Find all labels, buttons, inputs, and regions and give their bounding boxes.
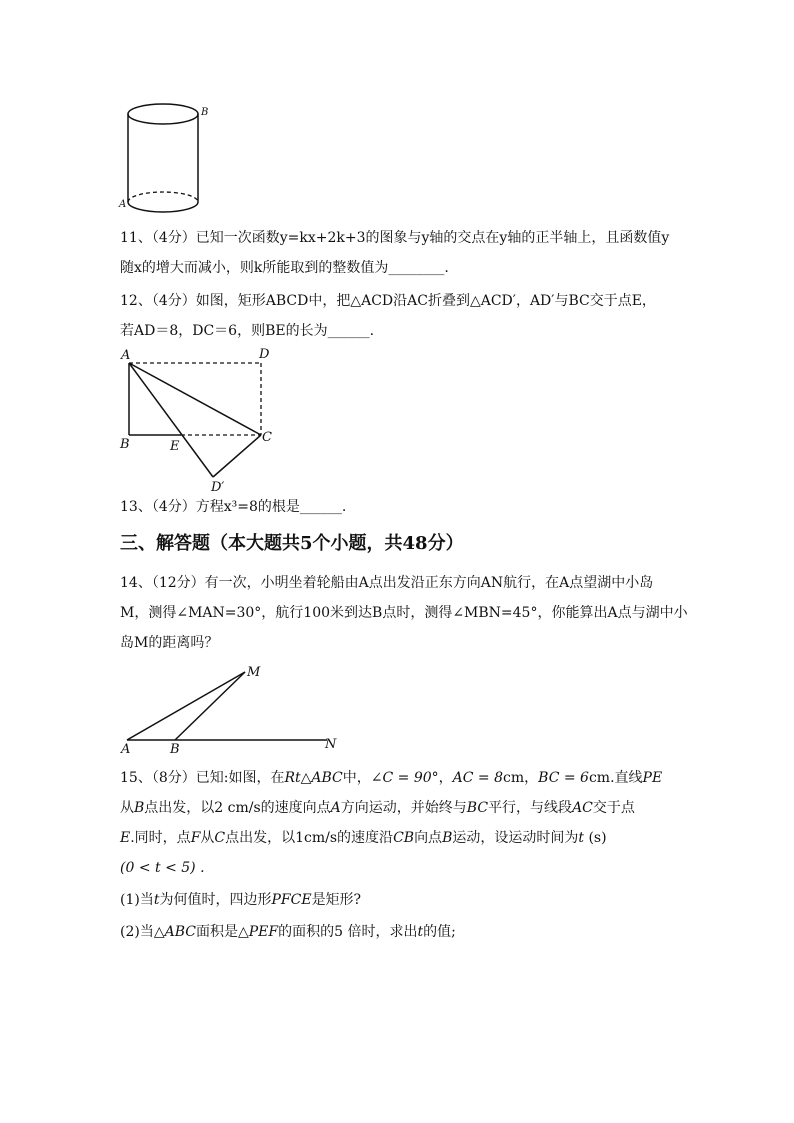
q13-line1: 13、（4分）方程x³=8的根是______. [120,499,347,515]
q15-text: ， [438,770,453,786]
q15-text: 向点 [414,830,443,846]
edge-ac [129,363,261,435]
label-a-ship: A [121,742,131,757]
q15-line1 [120,768,662,788]
q15-text: 从 [120,800,134,816]
q15-line4: (0 < t < 5) . [120,860,205,876]
q15-text: (1)当 [120,892,154,908]
q15-text: 点出发，以2 cm/s的速度向点 [144,800,331,816]
q15-text: (2)当△ [120,924,165,940]
q15-text: 15、（8分）已知:如图，在 [120,770,285,786]
q15-math: AC [572,800,593,816]
q15-math: F [190,830,201,846]
q15-text: 为何值时，四边形 [159,892,272,908]
q15-math: BC = 6 [538,770,589,786]
q15-text: 从 [200,830,215,846]
q12-line2: 若AD＝8，DC＝6，则BE的长为______. [120,323,375,339]
q15-text: (s) [584,830,607,846]
cylinder-bottom-back [128,192,198,202]
q15-text: 方向运动，并始终与 [340,800,467,816]
q15-text: cm.直线 [588,770,643,786]
q12-line1: 12、（4分）如图，矩形ABCD中，把△ACD沿AC折叠到△ACD′，AD′与BC交于点E， [120,293,656,309]
q15-math: t [153,892,160,908]
rectangle-fold-figure [115,345,285,495]
q15-sub1 [120,890,361,910]
q14-line3: 岛M的距离吗？ [120,635,219,651]
q15-text: 平行，与线段 [488,800,573,816]
cylinder-label-b: B [201,107,209,118]
q15-text: .同时，点 [130,830,191,846]
label-n: N [325,737,337,752]
cylinder-bottom-front [128,202,198,212]
label-a: A [121,348,131,363]
edge-d-prime-c [213,435,261,477]
q15-math: E [120,830,131,846]
q11-line2: 随x的增大而减小，则k所能取到的整数值为________. [120,260,449,276]
q15-math: ∠C = 90° [370,770,439,786]
cylinder-top-ellipse [128,104,198,124]
section-3-title: 三、解答题（本大题共5个小题，共48分） [120,533,464,554]
q15-text: 的面积的5 倍时，求出 [278,924,418,940]
q15-text: 面积是△ [195,924,249,940]
label-d-prime: D′ [211,480,225,495]
q15-math: Rt△ABC [284,770,343,786]
q15-math: AC = 8 [452,770,504,786]
q15-text: 是矩形? [311,892,362,908]
edge-ad-prime [129,363,213,477]
q15-math: B [134,800,145,816]
q15-math: t [578,830,584,846]
label-m: M [247,665,261,680]
label-d: D [259,347,270,362]
q15-text: 点出发，以1cm/s的速度沿 [225,830,394,846]
q15-math: t [417,924,424,940]
q15-line2 [120,798,635,818]
label-b: B [120,437,130,452]
q14-line1: 14、（12分）有一次，小明坐着轮船由A点出发沿正东方向AN航行，在A点望湖中小岛 [120,575,654,591]
q15-line3 [120,828,607,848]
q15-math: PE [642,770,663,786]
q15-text: 的值; [423,924,456,940]
cylinder-label-a: A [119,199,127,210]
q15-math: C [214,830,226,846]
ship-island-figure [115,662,345,757]
q15-math: PFCE [271,892,312,908]
q15-math: BC [466,800,489,816]
q15-text: 交于点 [592,800,635,816]
label-c: C [262,430,272,445]
q15-sub2 [120,922,456,942]
cylinder-figure [115,100,215,215]
q15-text: cm， [503,770,539,786]
q11-line1: 11、（4分）已知一次函数y=kx+2k+3的图象与y轴的交点在y轴的正半轴上，且函数值y [120,230,670,246]
q15-math: CB [393,830,415,846]
q15-math: B [442,830,453,846]
q15-math: ABC [164,924,196,940]
label-b-ship: B [170,742,180,757]
q15-math: A [330,800,341,816]
q15-text: 运动，设运动时间为 [452,830,579,846]
q15-math: PEF [248,924,279,940]
q14-line2: M，测得∠MAN=30°，航行100米到达B点时，测得∠MBN=45°，你能算出A点与湖中小 [120,605,688,621]
label-e: E [170,439,180,454]
q15-text: 中， [342,770,371,786]
